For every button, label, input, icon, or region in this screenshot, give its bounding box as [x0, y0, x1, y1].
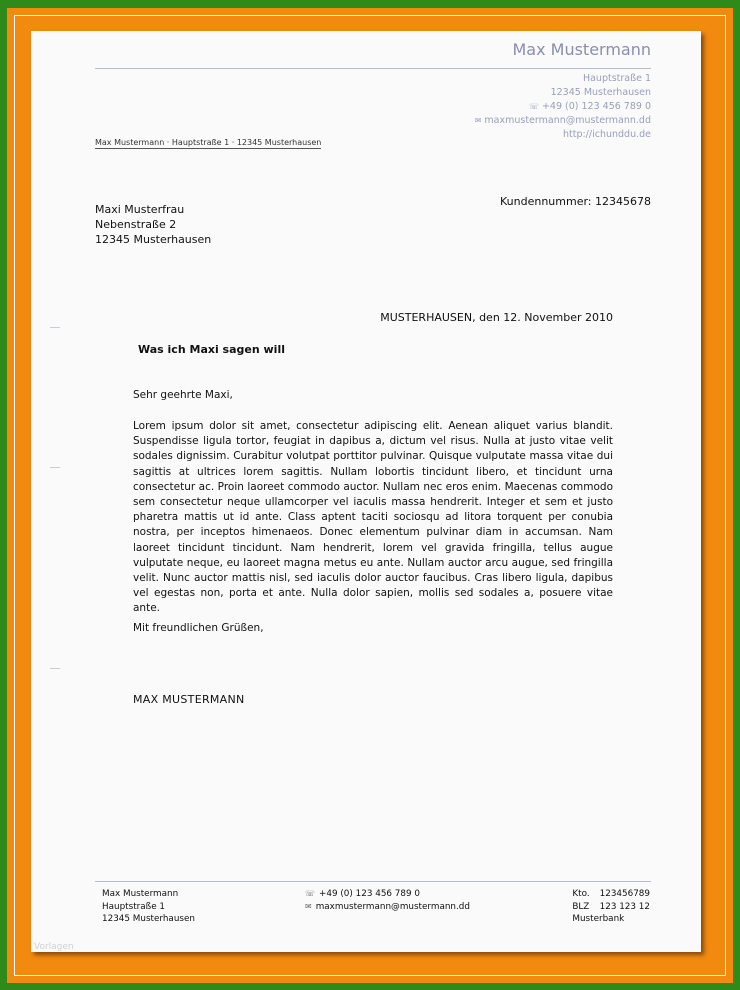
salutation: Sehr geehrte Maxi, — [133, 389, 233, 401]
footer-address — [102, 888, 195, 926]
sender-city: 12345 Musterhausen — [550, 87, 651, 98]
footer-account-row — [572, 888, 650, 901]
footer-bank-name: Musterbank — [572, 914, 625, 924]
letter-body: Lorem ipsum dolor sit amet, consectetur adipiscing elit. Aenean aliquet varius blandit. Suspendisse ligula tortor, feugiat in dapibus a, dictum vel risus. Nulla at justo vitae velit sodales dignissim. Curabitur volutpat porttitor pulvinar. Quisque vulputate massa vitae dui sagittis at ultrices lorem sagittis. Nullam lobortis tincidunt libero, et tincidunt urna consectetur ac. Proin laoreet commodo auctor. Nullam nec eros enim. Maecenas commodo sem consectetur neque ullamcorper vel iaculis massa hendrerit. Integer et sem et justo pharetra mattis ut id ante. Class aptent taciti sociosqu ad litora torquent per conubia nostra, per inceptos himenaeos. Donec elementum pulvinar diam in accumsan. Nam laoreet tincidunt tincidunt. Nam hendrerit, lorem vel gravida fringilla, tellus augue vulputate neque, eu laoreet magna metus eu ante. Nullam auctor arcu augue, sed fringilla velit. Nunc auctor mattis nisl, sed iaculis dolor auctor faucibus. Cras libero ligula, dapibus vel egestas non, porta et ante. Nulla dolor sapien, mollis sed sodales a, posuere vitae ante. — [133, 420, 613, 615]
sender-web: http://ichunddu.de — [562, 129, 651, 140]
date-line: MUSTERHAUSEN, den 12. November 2010 — [380, 311, 613, 324]
email-icon: ✉ — [474, 116, 482, 125]
customer-number: Kundennummer: 12345678 — [500, 195, 651, 208]
footer-bank — [572, 888, 650, 926]
footer-email-row — [305, 901, 470, 914]
phone-icon: ☏ — [528, 102, 539, 111]
footer-bankcode: 123 123 12 — [599, 901, 650, 912]
footer-street: Hauptstraße 1 — [102, 901, 165, 912]
signature: MAX MUSTERMANN — [133, 693, 245, 706]
recipient-city: 12345 Musterhausen — [95, 233, 212, 246]
punch-mark — [50, 467, 60, 468]
sender-address-block — [475, 72, 651, 142]
recipient-street: Nebenstraße 2 — [95, 218, 177, 231]
footer-bankcode-label: BLZ — [572, 901, 590, 912]
sender-email-row — [475, 114, 651, 128]
footer-email: maxmustermann@mustermann.dd — [315, 901, 470, 912]
header-divider — [95, 68, 651, 69]
phone-icon: ☏ — [305, 889, 316, 898]
watermark: Vorlagen — [34, 942, 74, 952]
sender-street: Hauptstraße 1 — [582, 73, 651, 84]
footer-phone: +49 (0) 123 456 789 0 — [319, 889, 420, 899]
sender-email: maxmustermann@mustermann.dd — [484, 115, 651, 126]
return-address-line: Max Mustermann · Hauptstraße 1 · 12345 Musterhausen — [95, 138, 322, 147]
closing: Mit freundlichen Grüßen, — [133, 622, 264, 634]
footer-bankcode-row — [572, 901, 650, 914]
footer-phone-row — [305, 888, 470, 901]
sender-phone: +49 (0) 123 456 789 0 — [541, 101, 651, 112]
recipient-address — [95, 202, 211, 247]
fold-mark-top — [50, 327, 60, 328]
footer-account: 123456789 — [599, 889, 650, 899]
email-icon: ✉ — [305, 901, 312, 911]
footer-contact — [305, 888, 470, 913]
footer-name: Max Mustermann — [102, 889, 179, 899]
subject-line: Was ich Maxi sagen will — [138, 343, 285, 356]
sender-name: Max Mustermann — [512, 40, 651, 59]
fold-mark-bottom — [50, 668, 60, 669]
sender-phone-row — [475, 100, 651, 114]
footer-account-label: Kto. — [572, 889, 590, 899]
footer-city: 12345 Musterhausen — [102, 914, 195, 924]
footer-divider — [95, 881, 651, 882]
letter-page — [31, 31, 701, 952]
recipient-name: Maxi Musterfrau — [95, 203, 185, 216]
